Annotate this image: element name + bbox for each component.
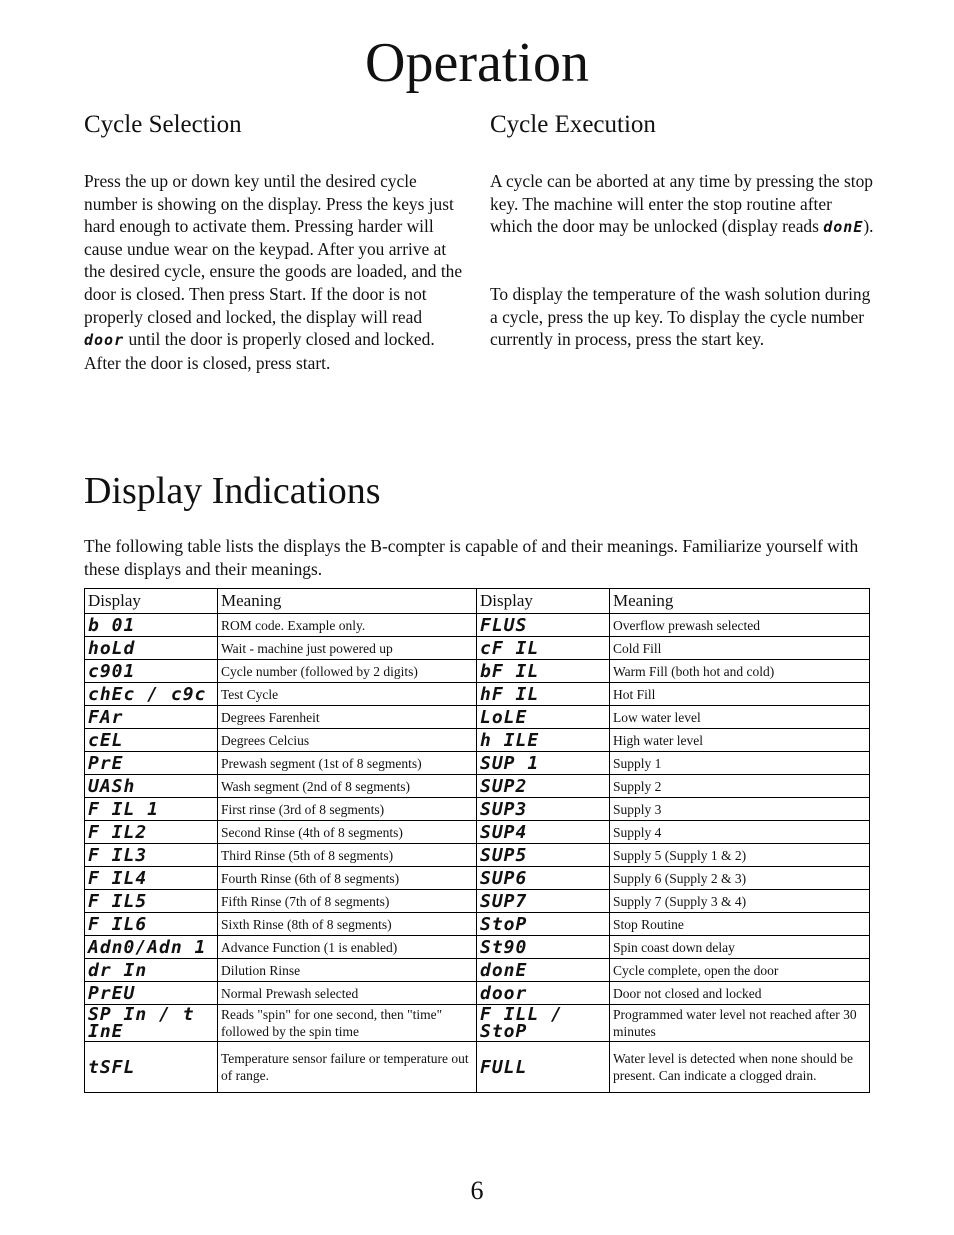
- display-code: b 01: [85, 614, 218, 637]
- meaning-text: Third Rinse (5th of 8 segments): [218, 844, 477, 867]
- meaning-text: Wash segment (2nd of 8 segments): [218, 775, 477, 798]
- cycle-execution-text-before: A cycle can be aborted at any time by pressing the stop key. The machine will enter the stop routine after which the door may be unlocked (display reads: [490, 171, 873, 237]
- table-row: [85, 637, 870, 660]
- table-row: [85, 1005, 870, 1042]
- page-number: 6: [470, 1176, 484, 1205]
- display-code: donE: [477, 959, 610, 982]
- cycle-selection-text-before: Press the up or down key until the desired cycle number is showing on the display. Press the keys just hard enough to activate them. Pressing harder will cause undue wear on the keypad. After you arrive at the desired cycle, ensure the goods are loaded, and the door is closed. Then press Start. If the door is not properly closed and locked, the display will read: [84, 171, 463, 327]
- cycle-selection-text-after: until the door is properly closed and locked. After the door is closed, press start.: [84, 329, 435, 373]
- display-code: F IL 1: [85, 798, 218, 821]
- display-code: FLUS: [477, 614, 610, 637]
- table-row: [85, 959, 870, 982]
- table-row: [85, 775, 870, 798]
- display-code: tSFL: [85, 1042, 218, 1093]
- meaning-text: Warm Fill (both hot and cold): [610, 660, 870, 683]
- meaning-text: Wait - machine just powered up: [218, 637, 477, 660]
- meaning-text: Reads "spin" for one second, then "time" followed by the spin time: [218, 1005, 477, 1042]
- display-code: h ILE: [477, 729, 610, 752]
- meaning-text: Dilution Rinse: [218, 959, 477, 982]
- meaning-text: Temperature sensor failure or temperature out of range.: [218, 1042, 477, 1093]
- meaning-text: Degrees Farenheit: [218, 706, 477, 729]
- display-code: SUP7: [477, 890, 610, 913]
- meaning-text: First rinse (3rd of 8 segments): [218, 798, 477, 821]
- display-code: PrE: [85, 752, 218, 775]
- cycle-selection-heading: Cycle Selection: [84, 111, 242, 138]
- display-code: FAr: [85, 706, 218, 729]
- meaning-text: Supply 3: [610, 798, 870, 821]
- display-code: SUP3: [477, 798, 610, 821]
- meaning-text: Degrees Celcius: [218, 729, 477, 752]
- meaning-text: Supply 2: [610, 775, 870, 798]
- display-code: St90: [477, 936, 610, 959]
- table-row: [85, 867, 870, 890]
- meaning-text: Door not closed and locked: [610, 982, 870, 1005]
- display-indications-heading: Display Indications: [84, 470, 381, 512]
- display-code: cF IL: [477, 637, 610, 660]
- meaning-text: Programmed water level not reached after 30 minutes: [610, 1005, 870, 1042]
- meaning-text: Supply 7 (Supply 3 & 4): [610, 890, 870, 913]
- meaning-text: Supply 1: [610, 752, 870, 775]
- display-code: UASh: [85, 775, 218, 798]
- page-title: Operation: [365, 32, 589, 94]
- meaning-text: Supply 6 (Supply 2 & 3): [610, 867, 870, 890]
- table-row: [85, 1042, 870, 1093]
- display-code: PrEU: [85, 982, 218, 1005]
- table-row: [85, 706, 870, 729]
- display-indications-table: [84, 588, 870, 1093]
- display-code: SUP5: [477, 844, 610, 867]
- table-row: [85, 821, 870, 844]
- table-row: [85, 614, 870, 637]
- display-code: SUP6: [477, 867, 610, 890]
- meaning-text: Water level is detected when none should be present. Can indicate a clogged drain.: [610, 1042, 870, 1093]
- table-row: [85, 913, 870, 936]
- header-meaning-2: Meaning: [610, 589, 870, 614]
- table-row: [85, 683, 870, 706]
- table-header-row: [85, 589, 870, 614]
- meaning-text: Normal Prewash selected: [218, 982, 477, 1005]
- display-code: F IL4: [85, 867, 218, 890]
- display-code: dr In: [85, 959, 218, 982]
- table-body: [85, 614, 870, 1093]
- meaning-text: ROM code. Example only.: [218, 614, 477, 637]
- header-display-1: Display: [85, 589, 218, 614]
- display-code: F IL3: [85, 844, 218, 867]
- display-code: Adn0/Adn 1: [85, 936, 218, 959]
- done-display-code: donE: [823, 218, 864, 237]
- meaning-text: Spin coast down delay: [610, 936, 870, 959]
- table-row: [85, 729, 870, 752]
- display-code: hF IL: [477, 683, 610, 706]
- cycle-execution-heading: Cycle Execution: [490, 111, 656, 138]
- door-display-code: door: [84, 331, 125, 350]
- display-code: chEc / c9c: [85, 683, 218, 706]
- meaning-text: Fourth Rinse (6th of 8 segments): [218, 867, 477, 890]
- display-code: SUP 1: [477, 752, 610, 775]
- display-code: SP In / t InE: [85, 1005, 218, 1042]
- meaning-text: Sixth Rinse (8th of 8 segments): [218, 913, 477, 936]
- meaning-text: Cycle number (followed by 2 digits): [218, 660, 477, 683]
- display-code: FULL: [477, 1042, 610, 1093]
- meaning-text: Supply 4: [610, 821, 870, 844]
- display-code: cEL: [85, 729, 218, 752]
- meaning-text: Stop Routine: [610, 913, 870, 936]
- meaning-text: Supply 5 (Supply 1 & 2): [610, 844, 870, 867]
- meaning-text: Low water level: [610, 706, 870, 729]
- meaning-text: Fifth Rinse (7th of 8 segments): [218, 890, 477, 913]
- table-row: [85, 936, 870, 959]
- meaning-text: Hot Fill: [610, 683, 870, 706]
- table-row: [85, 752, 870, 775]
- display-code: hoLd: [85, 637, 218, 660]
- meaning-text: Test Cycle: [218, 683, 477, 706]
- display-code: LoLE: [477, 706, 610, 729]
- display-code: bF IL: [477, 660, 610, 683]
- meaning-text: Advance Function (1 is enabled): [218, 936, 477, 959]
- cycle-execution-text-after: ).: [863, 216, 874, 237]
- cycle-execution-text-1: [490, 170, 875, 239]
- meaning-text: Cycle complete, open the door: [610, 959, 870, 982]
- table-row: [85, 890, 870, 913]
- meaning-text: Second Rinse (4th of 8 segments): [218, 821, 477, 844]
- cycle-execution-text-2: To display the temperature of the wash solution during a cycle, press the up key. To display the cycle number currently in process, press the start key.: [490, 284, 871, 350]
- table-row: [85, 660, 870, 683]
- display-code: c901: [85, 660, 218, 683]
- meaning-text: Overflow prewash selected: [610, 614, 870, 637]
- cycle-selection-text: [84, 170, 464, 374]
- display-code: F IL2: [85, 821, 218, 844]
- display-code: SUP2: [477, 775, 610, 798]
- meaning-text: High water level: [610, 729, 870, 752]
- table-row: [85, 844, 870, 867]
- meaning-text: Cold Fill: [610, 637, 870, 660]
- display-code: StoP: [477, 913, 610, 936]
- meaning-text: Prewash segment (1st of 8 segments): [218, 752, 477, 775]
- display-indications-intro: The following table lists the displays the B-compter is capable of and their meanings. Familiarize yourself with these displays and their meanings.: [84, 536, 859, 579]
- header-display-2: Display: [477, 589, 610, 614]
- table-row: [85, 982, 870, 1005]
- table-row: [85, 798, 870, 821]
- display-code: F ILL / StoP: [477, 1005, 610, 1042]
- display-code: door: [477, 982, 610, 1005]
- display-code: SUP4: [477, 821, 610, 844]
- display-code: F IL6: [85, 913, 218, 936]
- header-meaning-1: Meaning: [218, 589, 477, 614]
- display-code: F IL5: [85, 890, 218, 913]
